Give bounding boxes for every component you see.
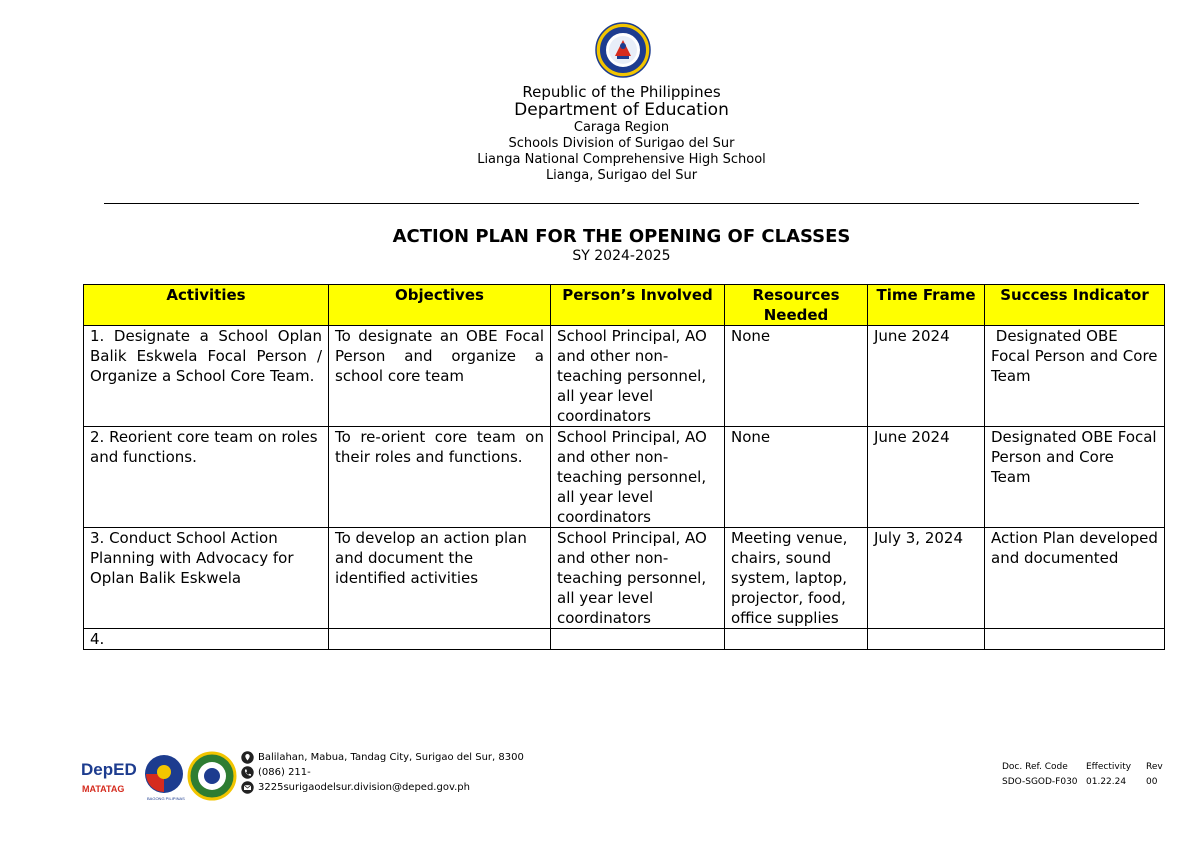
header-objectives: Objectives	[329, 285, 551, 326]
cell-indicator: Designated OBE Focal Person and Core Team	[985, 326, 1165, 427]
cell-indicator: Designated OBE Focal Person and Core Team	[985, 427, 1165, 528]
cell-objective: To develop an action plan and document the identified activities	[329, 528, 551, 629]
cell-indicator: Action Plan developed and documented	[985, 528, 1165, 629]
table-row	[84, 326, 1165, 427]
cell-persons	[551, 629, 725, 650]
contact-phone	[241, 765, 524, 780]
republic-line: Republic of the Philippines	[522, 83, 721, 101]
cell-objective	[329, 629, 551, 650]
document-subtitle: SY 2024-2025	[572, 248, 671, 264]
bagong-pilipinas-logo	[145, 755, 185, 801]
division-seal-logo	[189, 753, 235, 799]
table-header-row	[84, 285, 1165, 326]
cell-timeframe: July 3, 2024	[868, 528, 985, 629]
table-row	[84, 427, 1165, 528]
cell-activity: 1. Designate a School Oplan Balik Eskwela Focal Person / Organize a School Core Team.	[84, 326, 329, 427]
header-time-frame: Time Frame	[868, 285, 985, 326]
region-line: Caraga Region	[573, 120, 670, 135]
footer-logos	[80, 750, 240, 802]
header-activities: Activities	[84, 285, 329, 326]
location-icon	[241, 751, 254, 764]
header-success-indicator: Success Indicator	[985, 285, 1165, 326]
cell-timeframe: June 2024	[868, 326, 985, 427]
deped-matatag-logo	[81, 760, 137, 794]
cell-objective: To re-orient core team on their roles and functions.	[329, 427, 551, 528]
cell-persons: School Principal, AO and other non-teaching personnel, all year level coordinators	[551, 326, 725, 427]
cell-objective: To designate an OBE Focal Person and organize a school core team	[329, 326, 551, 427]
doc-reference	[1002, 760, 1163, 790]
effectivity-value: 01.22.24	[1086, 777, 1127, 787]
doc-code-value: SDO-SGOD-F030	[1002, 777, 1078, 787]
department-line: Department of Education	[514, 100, 729, 120]
cell-resources	[725, 629, 868, 650]
cell-persons: School Principal, AO and other non-teaching personnel, all year level coordinators	[551, 528, 725, 629]
cell-resources: None	[725, 326, 868, 427]
cell-persons: School Principal, AO and other non-teaching personnel, all year level coordinators	[551, 427, 725, 528]
footer-contact	[241, 750, 524, 795]
phone-icon	[241, 766, 254, 779]
letterhead	[0, 84, 1200, 184]
doc-reference-labels	[1002, 760, 1163, 775]
deped-seal-logo	[585, 22, 661, 78]
phone-text: (086) 211-	[258, 767, 311, 778]
doc-reference-values	[1002, 775, 1163, 790]
cell-resources: Meeting venue, chairs, sound system, laptop, projector, food, office supplies	[725, 528, 868, 629]
email-text: 3225surigaodelsur.division@deped.gov.ph	[258, 782, 470, 793]
cell-resources: None	[725, 427, 868, 528]
cell-timeframe	[868, 629, 985, 650]
document-title: ACTION PLAN FOR THE OPENING OF CLASSES	[392, 226, 851, 247]
address-line: Lianga, Surigao del Sur	[545, 168, 698, 183]
svg-text:DepED: DepED	[81, 760, 137, 779]
effectivity-label: Effectivity	[1086, 762, 1132, 772]
doc-code-label: Doc. Ref. Code	[1002, 762, 1068, 772]
header-persons-involved: Person’s Involved	[551, 285, 725, 326]
header-resources-needed: Resources Needed	[725, 285, 868, 326]
cell-activity: 3. Conduct School Action Planning with Advocacy for Oplan Balik Eskwela	[84, 528, 329, 629]
cell-activity: 4.	[84, 629, 329, 650]
rev-label: Rev	[1146, 762, 1163, 772]
cell-activity: 2. Reorient core team on roles and functions.	[84, 427, 329, 528]
svg-text:MATATAG: MATATAG	[82, 784, 125, 794]
svg-text:BAGONG PILIPINAS: BAGONG PILIPINAS	[147, 796, 185, 801]
school-line: Lianga National Comprehensive High School	[477, 152, 766, 167]
address-text: Balilahan, Mabua, Tandag City, Surigao del Sur, 8300	[258, 752, 524, 763]
table-row	[84, 528, 1165, 629]
header-divider	[104, 203, 1139, 204]
division-line: Schools Division of Surigao del Sur	[508, 136, 735, 151]
contact-email	[241, 780, 524, 795]
rev-value: 00	[1146, 777, 1158, 787]
cell-indicator	[985, 629, 1165, 650]
cell-timeframe: June 2024	[868, 427, 985, 528]
table-row	[84, 629, 1165, 650]
action-plan-table	[83, 284, 1165, 650]
contact-address	[241, 750, 524, 765]
email-icon	[241, 781, 254, 794]
